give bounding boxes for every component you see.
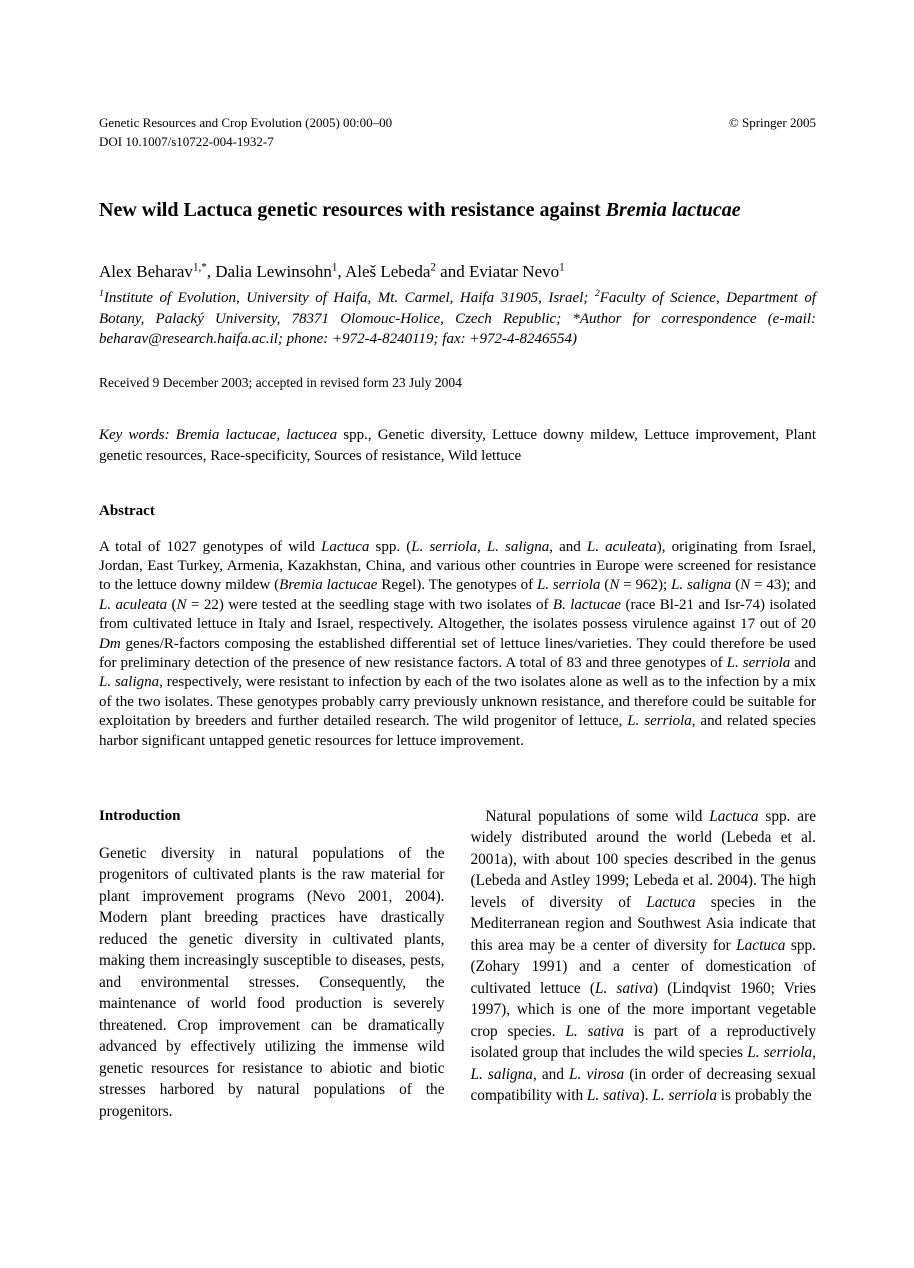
two-column-body [99,806,816,1123]
introduction-paragraph-1: Genetic diversity in natural populations of the progenitors of cultivated plants is the raw material for plant improvement programs (Nevo 2001, 2004). Modern plant breeding practices have drastically reduced the genetic diversity in cultivated plants, making them increasingly susceptible to diseases, pests, and environmental stresses. Consequently, the maintenance of world food production is severely threatened. Crop improvement can be dramatically advanced by effectively utilizing the immense wild genetic resources for resistance to abiotic and biotic stresses harbored by natural populations of the progenitors. [99,844,445,1120]
received-accepted-dates: Received 9 December 2003; accepted in revised form 23 July 2004 [99,374,462,390]
journal-citation-line: Genetic Resources and Crop Evolution (2005) 00:00–00 [99,115,393,130]
abstract-heading: Abstract [99,502,155,519]
abstract-paragraph: A total of 1027 genotypes of wild Lactuca spp. (L. serriola, L. saligna, and L. aculeata), originating from Israel, Jordan, East Turkey, Armenia, Kazakhstan, China, and various other countries in Europe were screened for resistance to the lettuce downy mildew (Bremia lactucae Regel). The genotypes of L. serriola (N = 962); L. saligna (N = 43); and L. aculeata (N = 22) were tested at the seedling stage with two isolates of B. lactucae (race Bl-21 and Isr-74) isolated from cultivated lettuce in Italy and Israel, respectively. Altogether, the isolates possess virulence against 17 out of 20 Dm genes/R-factors composing the established differential set of lettuce lines/varieties. They could therefore be used for preliminary detection of the presence of new resistance factors. A total of 83 and three genotypes of L. serriola and L. saligna, respectively, were resistant to infection by each of the two isolates alone as well as to the infection by a mix of the two isolates. These genotypes probably carry previously unknown resistance, and therefore could be suitable for exploitation by breeders and further detailed research. The wild progenitor of lettuce, L. serriola, and related species harbor significant untapped genetic resources for lettuce improvement. [99,538,817,749]
copyright-notice: © Springer 2005 [728,115,816,130]
journal-masthead [99,113,816,151]
journal-info [99,113,392,151]
introduction-heading: Introduction [99,807,181,824]
introduction-paragraph-2: Natural populations of some wild Lactuca spp. are widely distributed around the world (Lebeda et al. 2001a), with about 100 species described in the genus (Lebeda and Astley 1999; Lebeda et al. 2004). The high levels of diversity of Lactuca species in the Mediterranean region and Southwest Asia indicate that this area may be a center of diversity for Lactuca spp. (Zohary 1991) and a center of domestication of cultivated lettuce (L. sativa) (Lindqvist 1960; Vries 1997), which is one of the more important vegetable crop species. L. sativa is part of a reproductively isolated group that includes the wild species L. serriola, L. saligna, and L. virosa (in order of decreasing sexual compatibility with L. sativa). L. serriola is probably the [470,807,817,1105]
left-column [99,806,445,1123]
keywords-block: Key words: Bremia lactucae, lactucea spp., Genetic diversity, Lettuce downy mildew, Lettuce improvement, Plant genetic resources, Race-specificity, Sources of resistance, Wild lettuce [99,426,816,464]
doi-line: DOI 10.1007/s10722-004-1932-7 [99,134,274,149]
article-title: New wild Lactuca genetic resources with resistance against Bremia lactucae [99,199,741,221]
right-column [471,806,817,1123]
author-affiliations: $^1$Institute of Evolution, University of Haifa, Mt. Carmel, Haifa 31905, Israel; $^2$Faculty of Science, Department of Botany, Palacký University, 78371 Olomouc-Holice, Czech Republic; *Author for correspondence (e-mail: beharav@research.haifa.ac.il; phone: +972-4-8240119; fax: +972-4-8246554) [99,288,816,347]
author-list: Alex Beharav$^{1,*}$, Dalia Lewinsohn$^1$, Aleš Lebeda$^2$ and Eviatar Nevo$^1$ [99,261,565,281]
